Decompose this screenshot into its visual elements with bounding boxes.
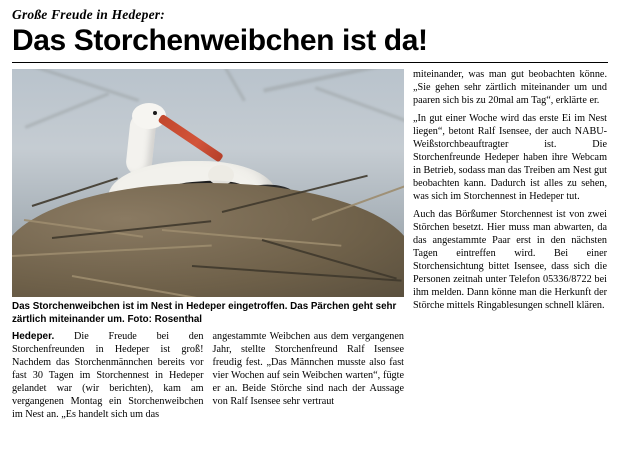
- left-block: [12, 69, 404, 422]
- paragraph: [12, 331, 204, 422]
- photo-block: [12, 69, 404, 297]
- photo-credit: Foto: Rosenthal: [127, 313, 202, 325]
- page-title: Das Storchenweibchen ist da!: [12, 23, 428, 57]
- stork-nest-photo: [12, 69, 404, 297]
- paragraph: Auch das Börßumer Storchennest ist von zwei Störchen besetzt. Hier muss man abwarten, da das angestammte Paar erst in den nächsten Tagen eintreffen wird. Bei einer Storchensichtung bittet Isensee, dass sich die Personen zeitnah unter Telefon 05336/8722 bei ihm melden. Dann könne man die Herkunft der Störche mittels Ringablesungen schnell klären.: [413, 208, 607, 311]
- dateline: Hedeper.: [12, 331, 55, 343]
- paragraph-text: Die Freude bei den Storchenfreunden in Hedeper ist groß! Nachdem das Storchenmännchen bereits vor fast 30 Tagen im Storchennest in Hedeper gelandet war (wir berichten), kam am vergangenen Montag ein Storchenweibchen im Nest an. „Es handelt sich um das: [12, 331, 204, 421]
- paragraph: „In gut einer Woche wird das erste Ei im Nest liegen“, betont Ralf Isensee, der auch NABU-Weißstorchbeauftragter ist. Die Storchenfreunde Hedeper haben ihre Webcam in Betrieb, sodass man das Treiben am Nest gut beobachten kann. Dadurch ist alles zu sehen, was sich im Storchennest in Hedeper tut.: [413, 113, 607, 202]
- photo-caption: [12, 301, 404, 326]
- paragraph: miteinander, was man gut beobachten könne. „Sie gehen sehr zärtlich miteinander um und paaren sich bis zu 20mal am Tag“, erklärte er.: [413, 69, 607, 107]
- headline-divider: [12, 62, 608, 63]
- left-body-columns: [12, 331, 404, 422]
- paragraph: angestammte Weibchen aus dem vergangenen Jahr, stellte Storchenfreund Ralf Isensee freudig fest. „Das Männchen musste also fast vier Wochen auf sein Weibchen warten“, fügte er an. Beide Störche sind nach der Aussage von Ralf Isensee sehr vertraut: [212, 331, 404, 408]
- article-columns: [12, 69, 608, 422]
- photo-caption-text: Das Storchenweibchen ist im Nest in Hedeper eingetroffen. Das Pärchen geht sehr zärtlich miteinander um.: [12, 301, 397, 325]
- article-column-3: [413, 69, 607, 312]
- article-kicker: Große Freude in Hedeper:: [12, 7, 165, 22]
- article-column-1: [12, 331, 204, 422]
- article-column-2: [213, 331, 405, 422]
